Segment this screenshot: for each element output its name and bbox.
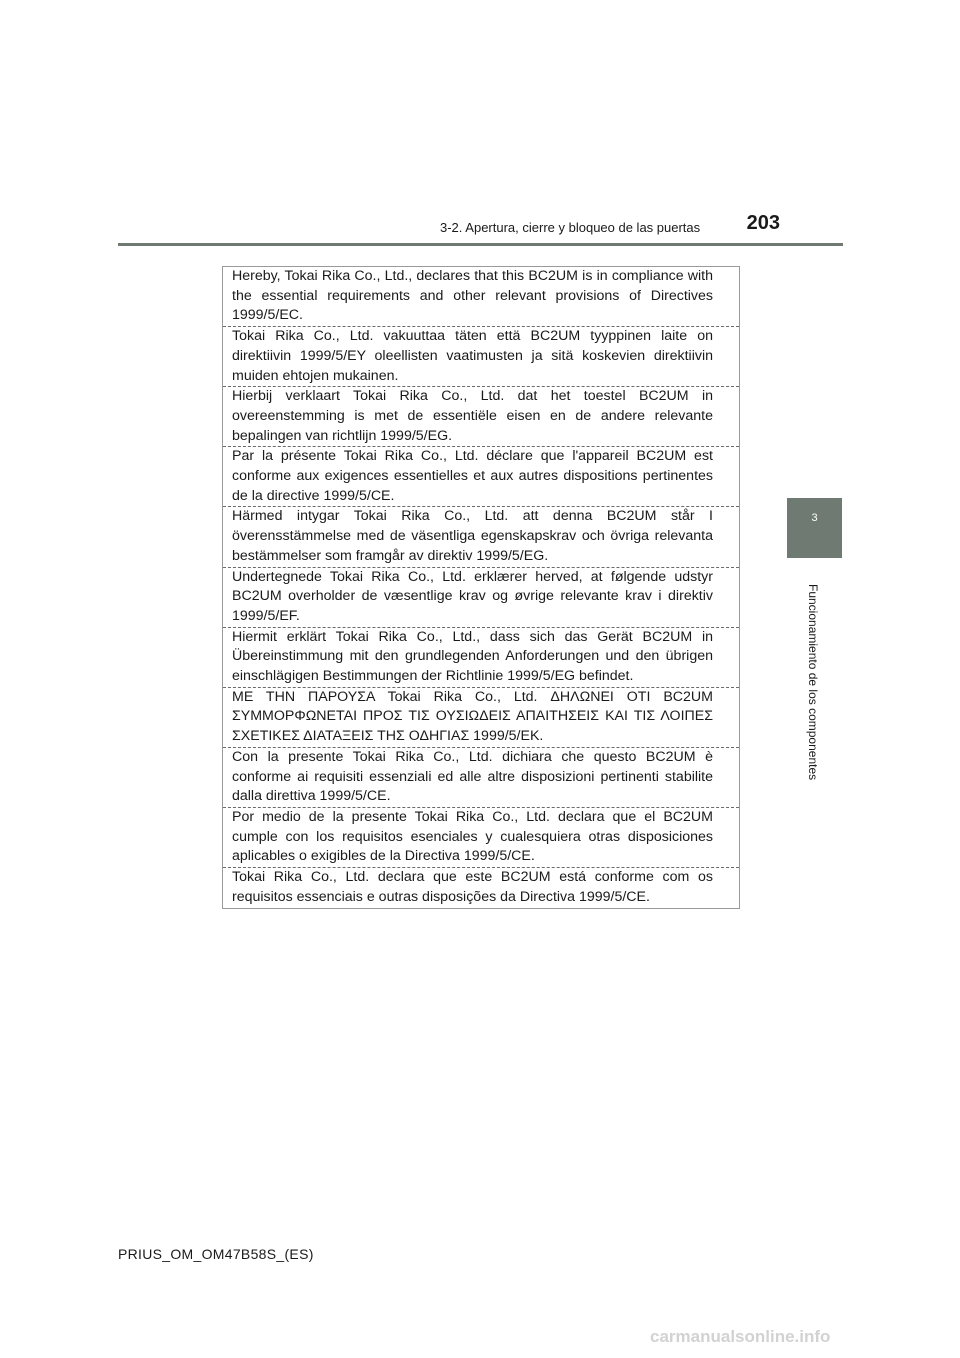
declaration-french: Par la présente Tokai Rika Co., Ltd. déclare que l'appareil BC2UM est conforme aux exigences essentielles et aux autres dispositions pertinentes de la directive 1999/5/CE. — [223, 447, 739, 507]
footer-document-code: PRIUS_OM_OM47B58S_(ES) — [118, 1246, 314, 1262]
header-section-title: 3-2. Apertura, cierre y bloqueo de las puertas — [440, 220, 701, 235]
declaration-dutch: Hierbij verklaart Tokai Rika Co., Ltd. dat het toestel BC2UM in overeenstemming is met de essentiële eisen en de andere relevante bepalingen van richtlijn 1999/5/EG. — [223, 387, 739, 447]
header-rule — [118, 243, 843, 246]
chapter-tab-number: 3 — [811, 512, 818, 524]
declaration-spanish: Por medio de la presente Tokai Rika Co., Ltd. declara que el BC2UM cumple con los requisitos esenciales y cualesquiera otras disposiciones aplicables o exigibles de la Directiva 1999/5/CE. — [223, 808, 739, 868]
declaration-table — [222, 266, 740, 909]
declaration-english: Hereby, Tokai Rika Co., Ltd., declares that this BC2UM is in compliance with the essential requirements and other relevant provisions of Directives 1999/5/EC. — [223, 267, 739, 327]
declaration-italian: Con la presente Tokai Rika Co., Ltd. dichiara che questo BC2UM è conforme ai requisiti essenziali ed alle altre disposizioni pertinenti stabilite dalla direttiva 1999/5/CE. — [223, 748, 739, 808]
declaration-german: Hiermit erklärt Tokai Rika Co., Ltd., dass sich das Gerät BC2UM in Übereinstimmung mit den grundlegenden Anforderungen und den übrigen einschlägigen Bestimmungen der Richtlinie 1999/5/EG befindet. — [223, 628, 739, 688]
watermark: carmanualsonline.info — [650, 1327, 831, 1346]
declaration-greek: ΜΕ ΤΗΝ ΠΑΡΟΥΣΑ Tokai Rika Co., Ltd. ΔΗΛΩΝΕΙ ΟΤΙ BC2UM ΣΥΜΜΟΡΦΩΝΕΤΑΙ ΠΡΟΣ ΤΙΣ ΟΥΣΙΩΔΕΙΣ ΑΠΑΙΤΗΣΕΙΣ ΚΑΙ ΤΙΣ ΛΟΙΠΕΣ ΣΧΕΤΙΚΕΣ ΔΙΑΤΑΞΕΙΣ ΤΗΣ ΟΔΗΓΙΑΣ 1999/5/ΕΚ. — [223, 688, 739, 748]
declaration-swedish: Härmed intygar Tokai Rika Co., Ltd. att denna BC2UM står I överensstämmelse med de väsentliga egenskapskrav och övriga relevanta bestämmelser som framgår av direktiv 1999/5/EG. — [223, 507, 739, 567]
chapter-side-label: Funcionamiento de los componentes — [806, 584, 820, 781]
declaration-portuguese: Tokai Rika Co., Ltd. declara que este BC2UM está conforme com os requisitos essenciais e outras disposições da Directiva 1999/5/CE. — [232, 869, 713, 905]
chapter-tab — [787, 498, 842, 558]
page-number: 203 — [746, 212, 780, 234]
declaration-danish: Undertegnede Tokai Rika Co., Ltd. erklærer herved, at følgende udstyr BC2UM overholder de væsentlige krav og øvrige relevante krav i direktiv 1999/5/EF. — [223, 568, 739, 628]
declaration-finnish: Tokai Rika Co., Ltd. vakuuttaa täten että BC2UM tyyppinen laite on direktiivin 1999/5/EY oleellisten vaatimusten ja sitä koskevien direktiivin muiden ehtojen mukainen. — [223, 327, 739, 387]
